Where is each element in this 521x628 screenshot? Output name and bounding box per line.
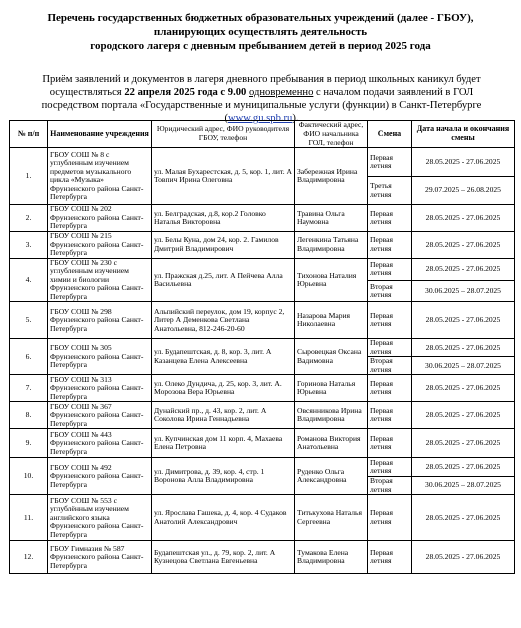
school-name: ГБОУ СОШ № 313 Фрунзенского района Санкт-Петербурга <box>48 375 152 402</box>
shift-name: Первая летняя <box>368 205 412 232</box>
row-number: 6. <box>10 339 48 375</box>
shift-dates: 28.05.2025 - 27.06.2025 <box>412 458 515 477</box>
shift-name: Первая летняя <box>368 231 412 258</box>
camp-head: Овсянникова Ирина Владимировна <box>295 402 368 429</box>
shift-name: Вторая летняя <box>368 357 412 375</box>
row-number: 9. <box>10 429 48 458</box>
document-title <box>10 11 511 53</box>
camp-head: Тихонова Наталия Юрьевна <box>295 258 368 302</box>
shift-name: Третья летняя <box>368 176 412 205</box>
school-name: ГБОУ СОШ № 202 Фрунзенского района Санкт-Петербурга <box>48 205 152 232</box>
camps-table <box>9 120 515 574</box>
school-name: ГБОУ СОШ № 553 с углублённым изучением английского языка Фрунзенского района Санкт-Петербурга <box>48 495 152 541</box>
shift-dates: 28.05.2025 - 27.06.2025 <box>412 495 515 541</box>
legal-address: ул. Пражская д.25, лит. А Пейчева Алла Васильевна <box>152 258 295 302</box>
camp-head: Травина Ольга Наумовна <box>295 205 368 232</box>
table-row <box>10 148 515 177</box>
row-number: 10. <box>10 458 48 495</box>
school-name: ГБОУ СОШ № 305 Фрунзенского района Санкт-Петербурга <box>48 339 152 375</box>
title-line-2: планирующих осуществлять деятельность <box>153 26 368 38</box>
legal-address: ул. Белы Куна, дом 24, кор. 2. Гамилов Дмитрий Владимирович <box>152 231 295 258</box>
shift-name: Первая летняя <box>368 302 412 339</box>
legal-address: Будапештская ул., д. 79, кор. 2, лит. А Кузнецова Светлана Евгеньевна <box>152 541 295 574</box>
header-dates: Дата начала и окончания смены <box>412 121 515 148</box>
header-jur: Юридический адрес, ФИО руководителя ГБОУ, телефон <box>152 121 295 148</box>
shift-dates: 28.05.2025 - 27.06.2025 <box>412 231 515 258</box>
shift-dates: 28.05.2025 - 27.06.2025 <box>412 541 515 574</box>
intro-text-tail: с началом подачи заявлений в ГОЛ <box>313 87 474 98</box>
paren-close: ). <box>292 113 299 124</box>
simultaneously-text: одновременно <box>248 87 314 98</box>
intro-line-1: Приём заявлений и документов в лагеря дневного пребывания в период школьных каникул будет <box>42 74 481 85</box>
table-row <box>10 429 515 458</box>
school-name: ГБОУ СОШ № 298 Фрунзенского района Санкт-Петербурга <box>48 302 152 339</box>
camp-head: Горинова Наталья Юрьевна <box>295 375 368 402</box>
camp-head: Романова Виктория Анатольевна <box>295 429 368 458</box>
header-fact: Фактический адрес, ФИО начальника ГОЛ, телефон <box>295 121 368 148</box>
table-row <box>10 495 515 541</box>
legal-address: ул. Ярослава Гашека, д. 4, кор. 4 Судаков Анатолий Александрович <box>152 495 295 541</box>
row-number: 3. <box>10 231 48 258</box>
row-number: 8. <box>10 402 48 429</box>
shift-dates: 28.05.2025 - 27.06.2025 <box>412 375 515 402</box>
shift-name: Первая летняя <box>368 402 412 429</box>
shift-name: Первая летняя <box>368 541 412 574</box>
shift-name: Первая летняя <box>368 375 412 402</box>
camp-head: Забережная Ирина Владимировна <box>295 148 368 205</box>
legal-address: ул. Малая Бухарестская, д. 5, кор. 1, лит. А Товпич Ирина Олеговна <box>152 148 295 205</box>
title-line-1: Перечень государственных бюджетных образовательных учреждений (далее - ГБОУ), <box>47 12 474 24</box>
table-row <box>10 375 515 402</box>
shift-name: Первая летняя <box>368 495 412 541</box>
legal-address: ул. Олеко Дундича, д. 25, кор. 3, лит. А. Морозова Вера Юрьевна <box>152 375 295 402</box>
table-body <box>10 148 515 574</box>
school-name: ГБОУ СОШ № 230 с углубленным изучением химии и биологии Фрунзенского района Санкт-Петербурга <box>48 258 152 302</box>
shift-dates: 30.06.2025 – 28.07.2025 <box>412 476 515 495</box>
table-row <box>10 541 515 574</box>
camp-head: Назарова Мария Николаевна <box>295 302 368 339</box>
legal-address: ул. Купчинская дом 11 корп. 4, Махаева Елена Петровна <box>152 429 295 458</box>
intro-paragraph <box>14 73 509 125</box>
legal-address: ул. Белградская, д.8, кор.2 Головко Наталья Викторовна <box>152 205 295 232</box>
row-number: 2. <box>10 205 48 232</box>
shift-dates: 30.06.2025 – 28.07.2025 <box>412 357 515 375</box>
shift-dates: 28.05.2025 - 27.06.2025 <box>412 339 515 357</box>
camp-head: Руденко Ольга Александровна <box>295 458 368 495</box>
camp-head: Сыровецкая Оксана Вадимовна <box>295 339 368 375</box>
shift-dates: 28.05.2025 - 27.06.2025 <box>412 429 515 458</box>
legal-address: ул. Будапештская, д. 8, кор. 3, лит. А Казанцева Елена Алексеевна <box>152 339 295 375</box>
portal-link[interactable]: www.gu.spb.ru <box>228 113 293 124</box>
shift-dates: 28.05.2025 - 27.06.2025 <box>412 205 515 232</box>
legal-address: Дунайский пр., д. 43, кор. 2, лит. А Соколова Ирина Геннадьевна <box>152 402 295 429</box>
shift-dates: 29.07.2025 – 26.08.2025 <box>412 176 515 205</box>
camp-head: Легенкина Татьяна Владимировна <box>295 231 368 258</box>
legal-address: ул. Димитрова, д. 39, кор. 4, стр. 1 Воронова Алла Владимировна <box>152 458 295 495</box>
camp-head: Тумакова Елена Владимировна <box>295 541 368 574</box>
header-name: Наименование учреждения <box>48 121 152 148</box>
table-row <box>10 339 515 357</box>
table-row <box>10 231 515 258</box>
shift-dates: 28.05.2025 - 27.06.2025 <box>412 258 515 280</box>
shift-dates: 28.05.2025 - 27.06.2025 <box>412 302 515 339</box>
school-name: ГБОУ СОШ № 492 Фрунзенского района Санкт-Петербурга <box>48 458 152 495</box>
school-name: ГБОУ Гимназия № 587 Фрунзенского района Санкт-Петербурга <box>48 541 152 574</box>
shift-name: Вторая летняя <box>368 476 412 495</box>
shift-dates: 28.05.2025 - 27.06.2025 <box>412 148 515 177</box>
school-name: ГБОУ СОШ № 8 с углубленным изучением предметов музыкального цикла «Музыка» Фрунзенского района Санкт-Петербурга <box>48 148 152 205</box>
camp-head: Титькухова Наталья Сергеевна <box>295 495 368 541</box>
shift-name: Первая летняя <box>368 429 412 458</box>
row-number: 4. <box>10 258 48 302</box>
table-row <box>10 258 515 280</box>
school-name: ГБОУ СОШ № 443 Фрунзенского района Санкт-Петербурга <box>48 429 152 458</box>
shift-dates: 28.05.2025 - 27.06.2025 <box>412 402 515 429</box>
paren-open: ( <box>224 113 228 124</box>
table-row <box>10 302 515 339</box>
shift-name: Первая летняя <box>368 148 412 177</box>
shift-name: Первая летняя <box>368 458 412 477</box>
row-number: 12. <box>10 541 48 574</box>
row-number: 1. <box>10 148 48 205</box>
header-num: № п/п <box>10 121 48 148</box>
row-number: 11. <box>10 495 48 541</box>
start-date: 22 апреля 2025 года с 9.00 <box>124 87 247 98</box>
shift-name: Вторая летняя <box>368 280 412 302</box>
shift-name: Первая летняя <box>368 339 412 357</box>
school-name: ГБОУ СОШ № 215 Фрунзенского района Санкт-Петербурга <box>48 231 152 258</box>
row-number: 5. <box>10 302 48 339</box>
title-line-3: городского лагеря с дневным пребыванием детей в период 2025 года <box>90 40 431 52</box>
intro-line-2 <box>14 86 509 99</box>
row-number: 7. <box>10 375 48 402</box>
shift-name: Первая летняя <box>368 258 412 280</box>
legal-address: Альпийский переулок, дом 19, корпус 2, Литер А Деменкова Светлана Анатольевна, 812-246-20-60 <box>152 302 295 339</box>
table-header-row <box>10 121 515 148</box>
table-row <box>10 458 515 477</box>
table-row <box>10 402 515 429</box>
intro-line-3: посредством портала «Государственные и муниципальные услуги (функции) в Санкт-Петербурге <box>41 100 482 111</box>
table-row <box>10 205 515 232</box>
shift-dates: 30.06.2025 – 28.07.2025 <box>412 280 515 302</box>
header-smena: Смена <box>368 121 412 148</box>
intro-text: осуществляться <box>49 87 125 98</box>
school-name: ГБОУ СОШ № 367 Фрунзенского района Санкт-Петербурга <box>48 402 152 429</box>
